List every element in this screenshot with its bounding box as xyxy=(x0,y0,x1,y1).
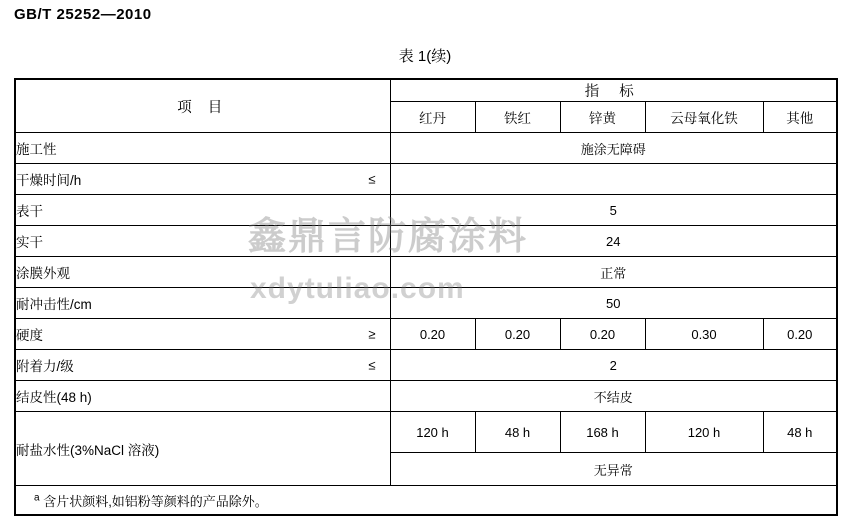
row-value-yingdu-tiehong: 0.20 xyxy=(475,319,560,350)
row-label-shigongxing xyxy=(15,133,390,164)
spec-table-wrapper xyxy=(14,78,836,516)
row-value-naiyanshui-result: 无异常 xyxy=(390,453,837,486)
row-value-naichongjixing: 50 xyxy=(390,288,837,319)
row-label-text: 涂膜外观 xyxy=(16,266,70,281)
row-value-tumowaiguan: 正常 xyxy=(390,257,837,288)
row-label-text: 附着力/级 xyxy=(16,359,74,374)
header-item-label: 项 目 xyxy=(15,79,390,133)
row-value-yingdu-yunmu: 0.30 xyxy=(645,319,763,350)
standard-number: GB/T 25252—2010 xyxy=(14,6,152,23)
header-col-qita: 其他 xyxy=(763,102,837,133)
row-label-text: 耐冲击性/cm xyxy=(16,297,92,312)
row-label-ganzaoshijian xyxy=(15,164,390,195)
row-value-naiyanshui-xinhuang: 168 h xyxy=(560,412,645,453)
row-label-text: 施工性 xyxy=(16,142,57,157)
table-header-row-1 xyxy=(15,79,837,102)
row-label-text: 硬度 xyxy=(16,328,43,343)
row-label-yingdu xyxy=(15,319,390,350)
table-row xyxy=(15,226,837,257)
table-row xyxy=(15,288,837,319)
row-label-fuzhuoli xyxy=(15,350,390,381)
row-label-text: 结皮性(48 h) xyxy=(16,390,92,405)
row-value-naiyanshui-tiehong: 48 h xyxy=(475,412,560,453)
table-row xyxy=(15,195,837,226)
row-value-fuzhuoli: 2 xyxy=(390,350,837,381)
header-index-label: 指 标 xyxy=(390,79,837,102)
watermark-line-2: xdytuliao.com xyxy=(250,272,465,305)
header-col-yunmuyanghuatie: 云母氧化铁 xyxy=(645,102,763,133)
table-row xyxy=(15,257,837,288)
watermark-line-1: 鑫鼎言防腐涂料 xyxy=(248,216,529,258)
table-row xyxy=(15,319,837,350)
spec-table xyxy=(14,78,838,516)
footnote-marker: a xyxy=(34,492,40,504)
row-label-jiepixing xyxy=(15,381,390,412)
table-row xyxy=(15,350,837,381)
footnote-text: 含片状颜料,如铝粉等颜料的产品除外。 xyxy=(43,493,268,509)
table-row xyxy=(15,164,837,195)
row-value-biaogan: 5 xyxy=(390,195,837,226)
header-col-hongdan: 红丹 xyxy=(390,102,475,133)
row-label-naiyanshuixing xyxy=(15,412,390,486)
table-row xyxy=(15,133,837,164)
row-label-tumowaiguan xyxy=(15,257,390,288)
table-row xyxy=(15,412,837,453)
row-label-shigan xyxy=(15,226,390,257)
row-symbol: ≥ xyxy=(368,326,376,342)
header-col-tiehong: 铁红 xyxy=(475,102,560,133)
table-footnote xyxy=(15,486,837,516)
row-symbol: ≤ xyxy=(368,171,376,187)
row-value-yingdu-hongdan: 0.20 xyxy=(390,319,475,350)
row-value-jiepixing: 不结皮 xyxy=(390,381,837,412)
row-label-text: 干燥时间/h xyxy=(16,173,82,188)
table-footnote-row xyxy=(15,486,837,516)
row-value-naiyanshui-yunmu: 120 h xyxy=(645,412,763,453)
row-label-text: 耐盐水性(3%NaCl 溶液) xyxy=(16,442,160,458)
row-value-ganzaoshijian xyxy=(390,164,837,195)
table-row xyxy=(15,381,837,412)
row-value-yingdu-qita: 0.20 xyxy=(763,319,837,350)
row-label-text: 实干 xyxy=(16,235,43,250)
row-label-biaogan xyxy=(15,195,390,226)
header-col-xinhuang: 锌黄 xyxy=(560,102,645,133)
row-value-naiyanshui-hongdan: 120 h xyxy=(390,412,475,453)
row-value-shigongxing: 施涂无障碍 xyxy=(390,133,837,164)
row-value-yingdu-xinhuang: 0.20 xyxy=(560,319,645,350)
row-label-text: 表干 xyxy=(16,204,43,219)
row-value-shigan: 24 xyxy=(390,226,837,257)
table-caption: 表 1(续) xyxy=(398,48,452,65)
row-value-naiyanshui-qita: 48 h xyxy=(763,412,837,453)
row-symbol: ≤ xyxy=(368,357,376,373)
row-label-naichongjixing xyxy=(15,288,390,319)
